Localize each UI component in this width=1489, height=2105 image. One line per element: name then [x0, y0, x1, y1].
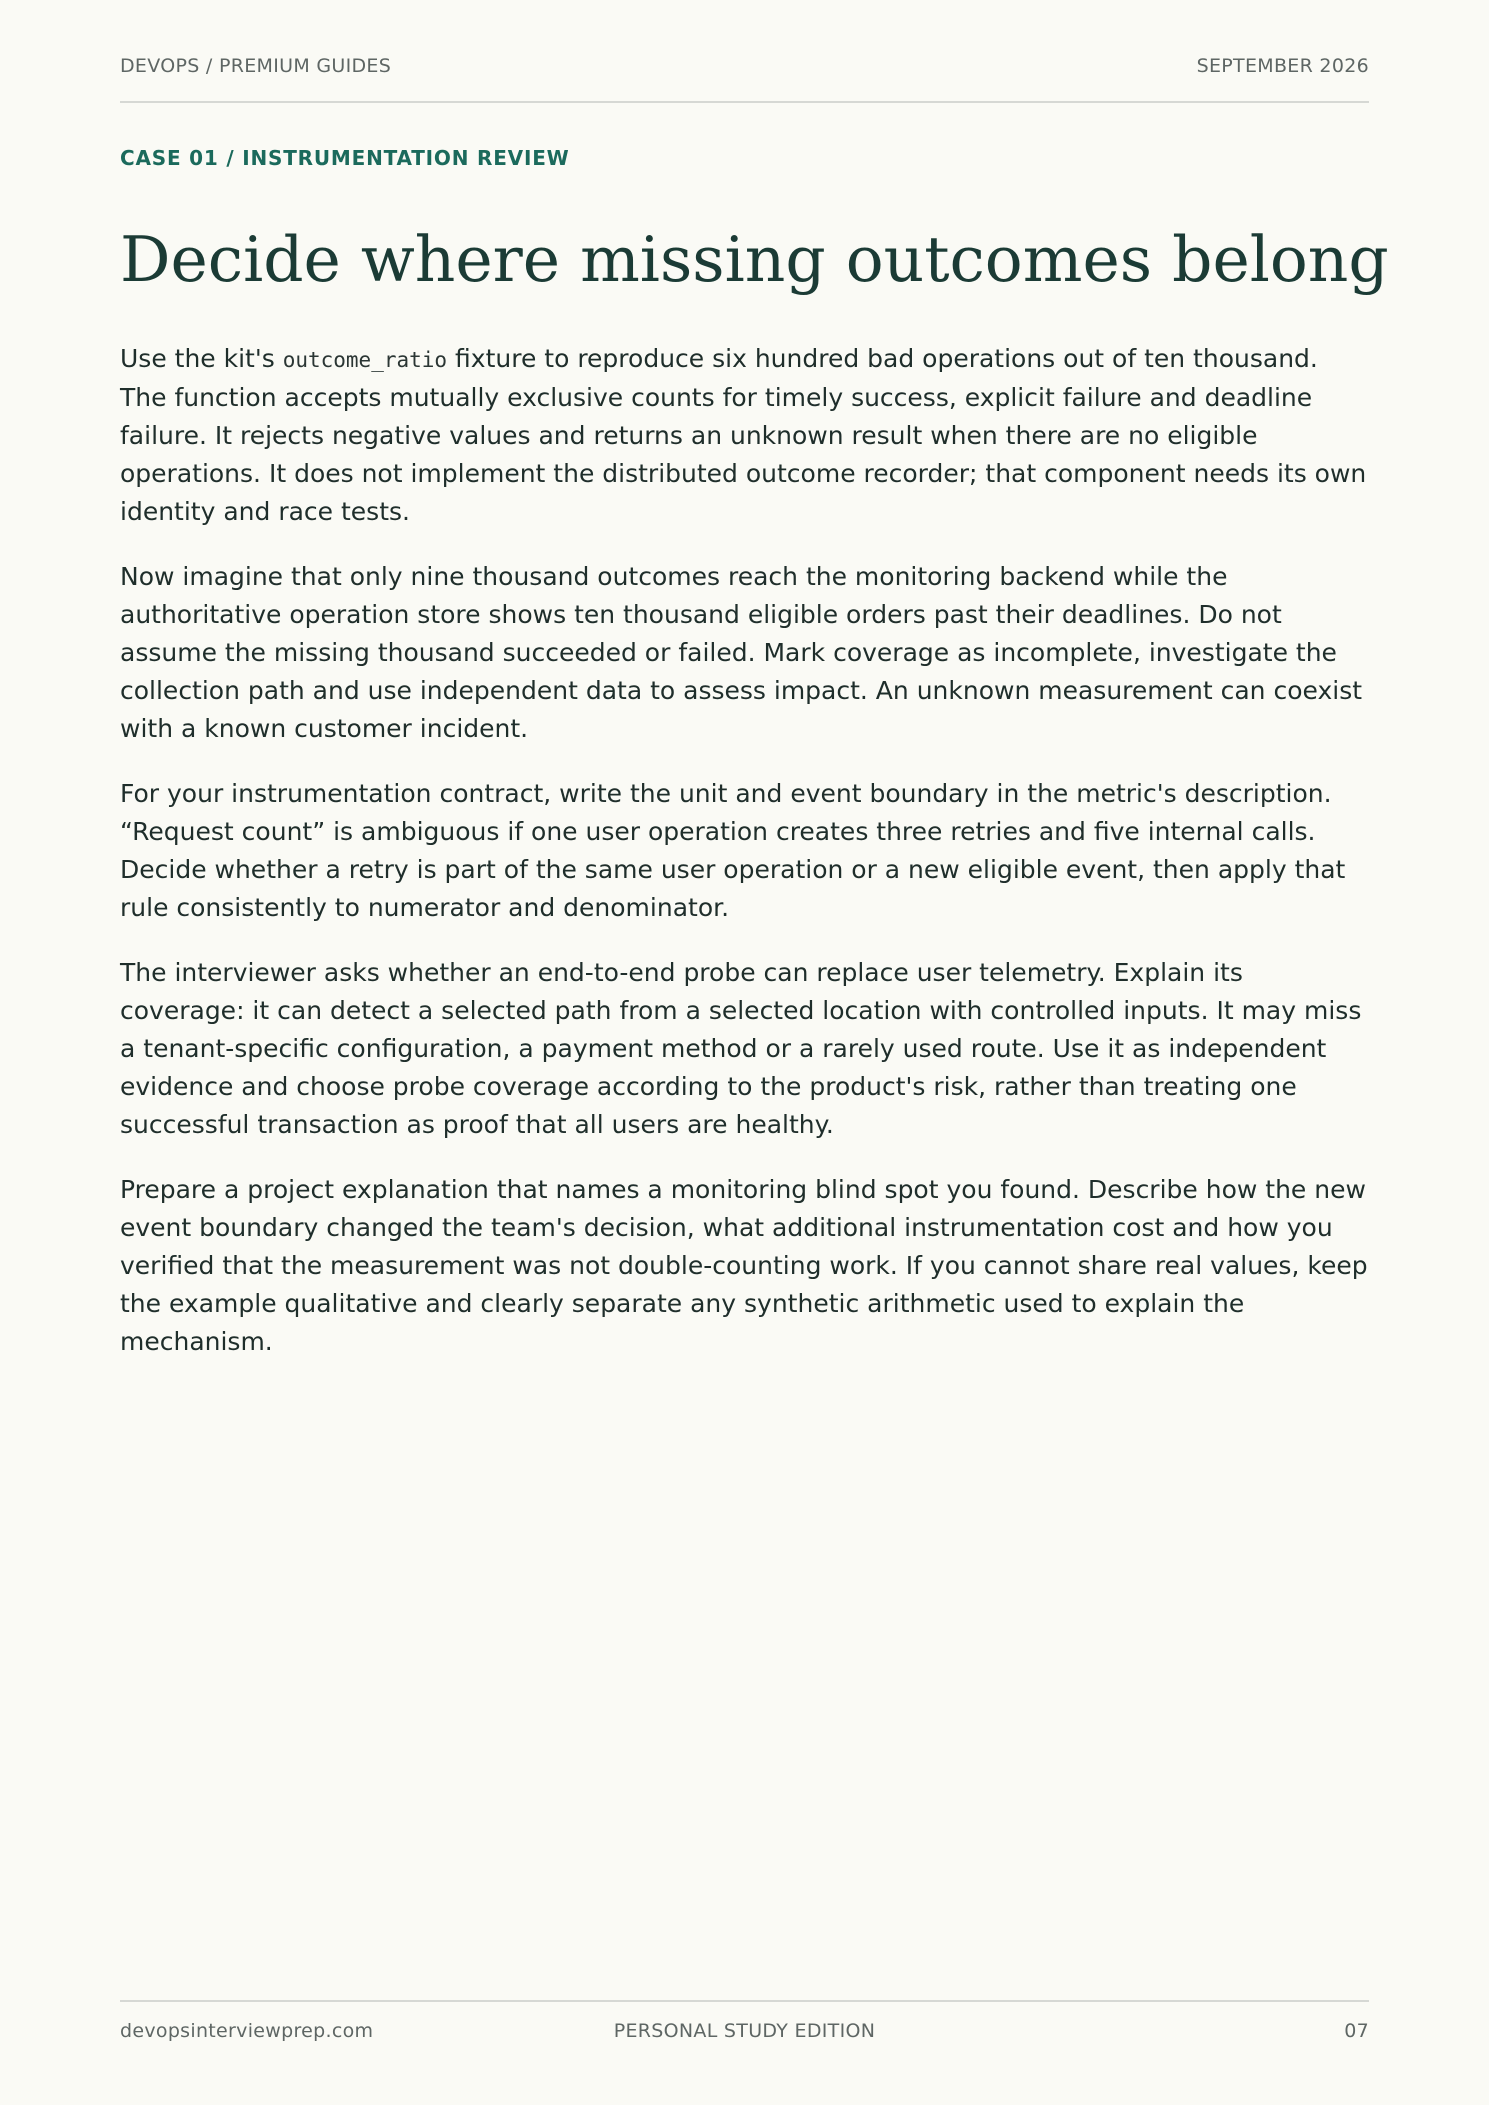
running-header: [120, 55, 1369, 77]
header-date: SEPTEMBER 2026: [1196, 55, 1369, 77]
paragraph-1: [120, 340, 1369, 531]
header-section-label: DEVOPS / PREMIUM GUIDES: [120, 55, 392, 77]
paragraph-2: Now imagine that only nine thousand outcomes reach the monitoring backend while the authoritative operation store shows ten thousand eligible orders past their deadlines. Do not assume the missing thousand succeeded or failed. Mark coverage as incomplete, investigate the collection path and use independent data to assess impact. An unknown measurement can coexist with a known customer incident.: [120, 562, 1363, 743]
page-number: 07: [1344, 2020, 1369, 2042]
header-divider: [120, 101, 1369, 103]
paragraph-5: Prepare a project explanation that names a monitoring blind spot you found. Describe how the new event boundary changed the team's decision, what additional instrumentation cost and how you verified that the measurement was not double-counting work. If you cannot share real values, keep the example qualitative and clearly separate any synthetic arithmetic used to explain the mechanism.: [120, 1175, 1368, 1356]
paragraph-1-lead: Use the kit's: [120, 344, 283, 373]
case-kicker: CASE 01 / INSTRUMENTATION REVIEW: [120, 146, 570, 170]
footer-divider: [120, 2000, 1369, 2002]
inline-code-outcome-ratio: outcome_ratio: [282, 348, 448, 372]
article-body: [120, 340, 1369, 1388]
paragraph-4: The interviewer asks whether an end-to-end probe can replace user telemetry. Explain its coverage: it can detect a selected path from a selected location with controlled inputs. It may miss a tenant-specific configuration, a payment method or a rarely used route. Use it as independent evidence and choose probe coverage according to the product's risk, rather than treating one successful transaction as proof that all users are healthy.: [120, 958, 1362, 1139]
page-title: Decide where missing outcomes belong: [120, 223, 1389, 296]
footer-edition-label: PERSONAL STUDY EDITION: [613, 2020, 876, 2042]
document-page: [120, 0, 1389, 2105]
running-footer: [120, 2020, 1369, 2046]
footer-site-link: devopsinterviewprep.com: [120, 2020, 374, 2042]
paragraph-1-rest: fixture to reproduce six hundred bad operations out of ten thousand. The function accepts mutually exclusive counts for timely success, explicit failure and deadline failure. It rejects negative values and returns an unknown result when there are no eligible operations. It does not implement the distributed outcome recorder; that component needs its own identity and race tests.: [120, 344, 1367, 526]
paragraph-3: For your instrumentation contract, write the unit and event boundary in the metric's description. “Request count” is ambiguous if one user operation creates three retries and five internal calls. Decide whether a retry is part of the same user operation or a new eligible event, then apply that rule consistently to numerator and denominator.: [120, 779, 1346, 922]
